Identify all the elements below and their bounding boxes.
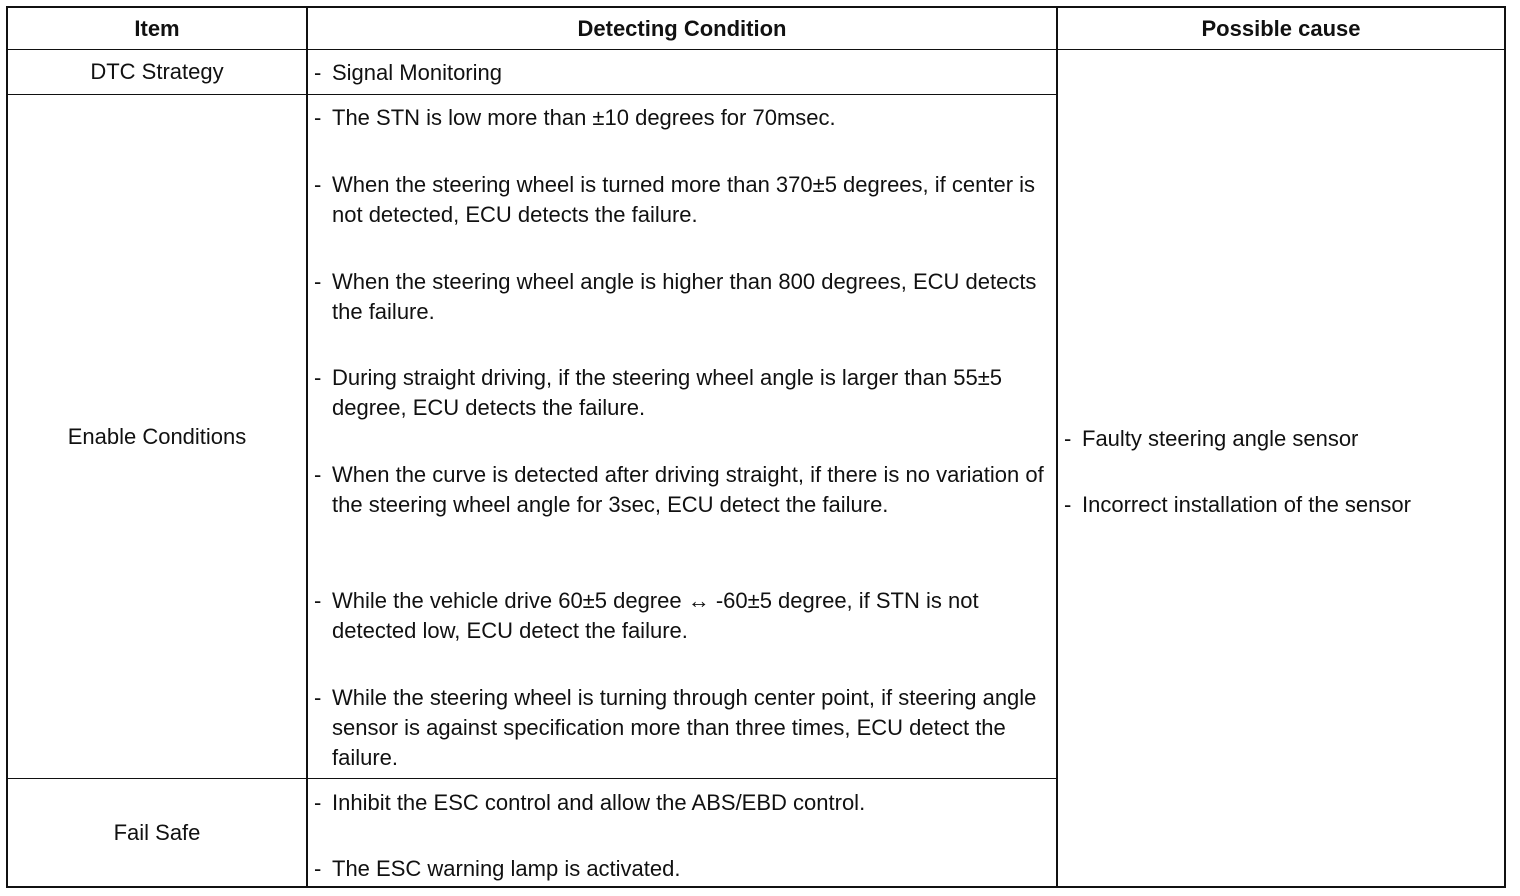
fail-safe-condition-1: - Inhibit the ESC control and allow the ABS/EBD control. — [314, 788, 1054, 818]
enable-condition-5: - When the curve is detected after driving straight, if there is no variation of the steering wheel angle for 3sec, ECU detect the failure. — [314, 460, 1054, 520]
fail-safe-condition-2: - The ESC warning lamp is activated. — [314, 854, 1054, 884]
possible-cause-2: - Incorrect installation of the sensor — [1064, 490, 1500, 520]
column-divider-2 — [1056, 8, 1058, 886]
possible-cause-1: - Faulty steering angle sensor — [1064, 424, 1500, 454]
dtc-strategy-label: DTC Strategy — [90, 59, 224, 84]
enable-condition-3: - When the steering wheel angle is higher than 800 degrees, ECU detects the failure. — [314, 267, 1054, 327]
header-detecting-condition: Detecting Condition — [577, 16, 787, 41]
enable-condition-2: - When the steering wheel is turned more than 370±5 degrees, if center is not detected, ECU detects the failure. — [314, 170, 1054, 230]
header-possible-cause: Possible cause — [1201, 16, 1361, 41]
enable-condition-1: - The STN is low more than ±10 degrees for 70msec. — [314, 103, 1054, 133]
header-item: Item — [134, 16, 180, 41]
column-divider-1 — [306, 8, 308, 886]
enable-condition-6: - While the vehicle drive 60±5 degree ↔ -60±5 degree, if STN is not detected low, ECU detect the failure. — [314, 586, 1054, 646]
enable-condition-7: - While the steering wheel is turning through center point, if steering angle sensor is against specification more than three times, ECU detect the failure. — [314, 683, 1054, 773]
enable-condition-4: - During straight driving, if the steering wheel angle is larger than 55±5 degree, ECU detects the failure. — [314, 363, 1054, 423]
diagnostic-table — [6, 6, 1506, 888]
enable-conditions-label: Enable Conditions — [67, 423, 247, 449]
fail-safe-label: Fail Safe — [113, 819, 201, 845]
dtc-strategy-condition: - Signal Monitoring — [314, 58, 1054, 88]
